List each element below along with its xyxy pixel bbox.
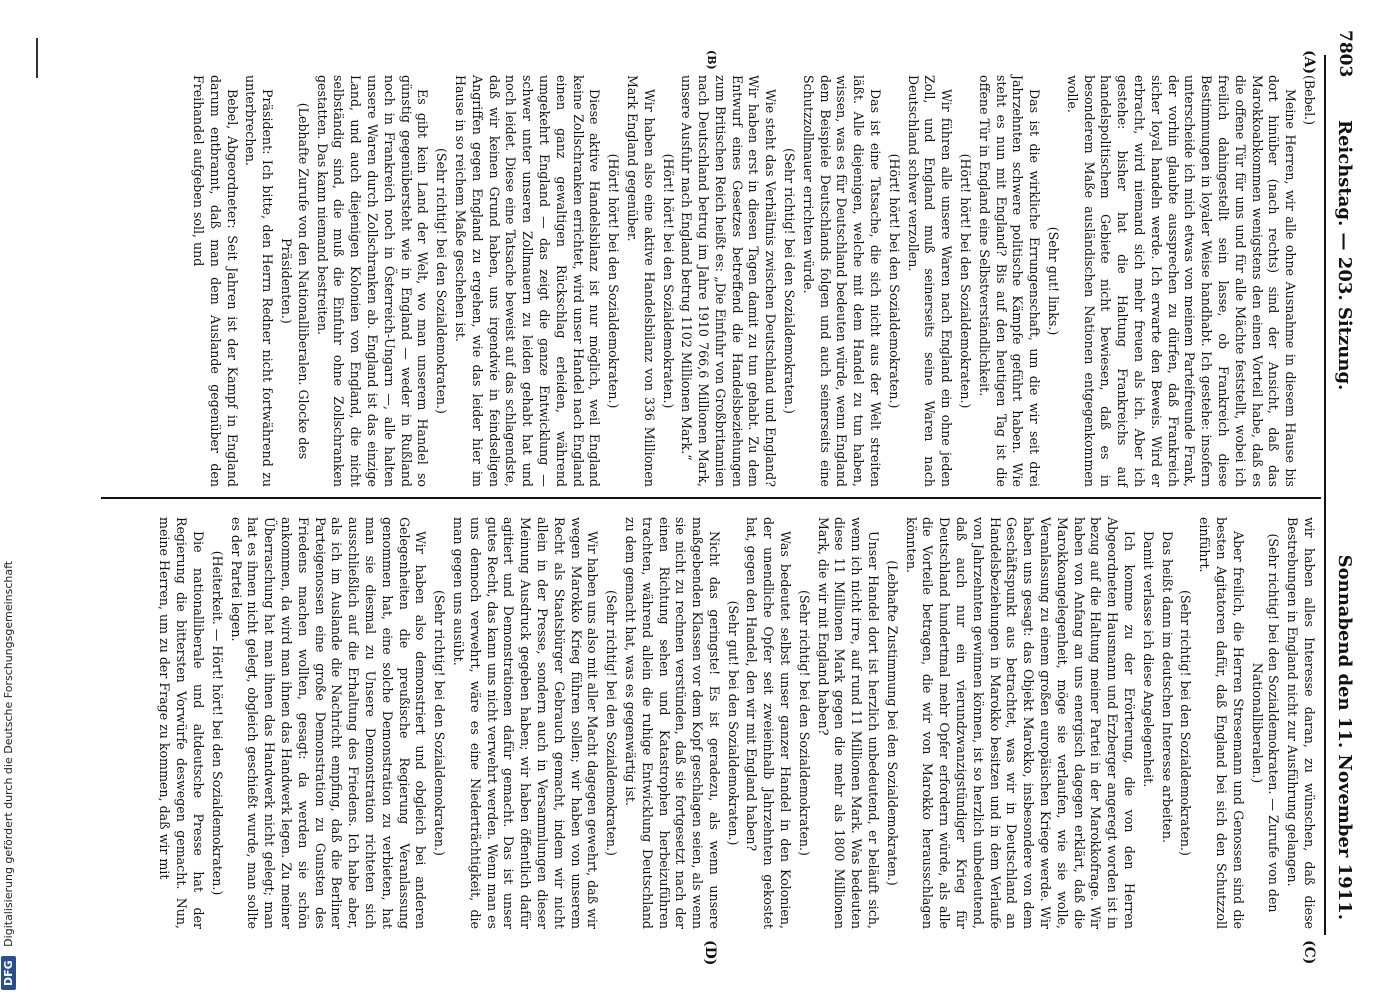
margin-marker-c: (C) xyxy=(1301,940,1317,965)
right-column-paragraph: wir haben alles Interesse daran, zu wünschen, daß diese Bestrebungen in England nicht zur Ausführung gelangen. xyxy=(1285,517,1317,929)
page-header xyxy=(1325,30,1355,920)
right-column-paragraph: Das heißt dann im deutschen Interesse arbeiten. xyxy=(1159,531,1175,843)
left-column-paragraph: Wir haben also eine aktive Handelsbilanz von 336 Millionen Mark England gegenüber. xyxy=(624,75,657,487)
left-column-paragraph: Bebel, Abgeordneter: Seit Jahren ist der Kampf in England darum entbrannt, daß man dem Auslande gegenüber den Freihandel aufgeben soll, und xyxy=(191,75,240,487)
left-column-paragraph: Meine Herren, wir alle ohne Ausnahme in diesem Hause bis dort hinüber (nach rechts) sind der Ansicht, daß das Marokkoabkommen wenigstens den einen Vorteil habe, daß es die offene Tür für uns und für alle Mächte feststellt, wobei ich freilich dahingestellt sein lasse, ob Frankreich diese Bestimmungen in loyaler Weise handhabt. Ich gestehe: insofern unterscheide ich mich etwas von meinem Parteifreunde Frank, der vorhin glaubte aussprechen zu dürfen, daß Frankreich sicher loyal handeln werde. Ich erwarte den Beweis. Wird er erbracht, wird niemand sich mehr freuen als ich. Aber ich gestehe: bisher hat die Haltung Frankreichs auf handelspolitischem Gebiete nicht bewiesen, daß es in besonderem Maße ausländischen Nationen entgegenkommen wolle. xyxy=(1064,75,1299,487)
left-column-paragraph: (Hört! hört! bei den Sozialdemokraten.) xyxy=(958,153,974,409)
left-column-paragraph: Präsident: Ich bitte, den Herrn Redner nicht fortwährend zu unterbrechen. xyxy=(243,75,276,487)
column-divider xyxy=(101,497,1321,499)
margin-marker-b: (B) xyxy=(705,50,718,70)
left-column-paragraph: (Lebhafte Zurufe von den Nationalliberalen. Glocke des Präsidenten.) xyxy=(278,102,311,460)
left-column-paragraph: (Sehr richtig! bei den Sozialdemokraten.) xyxy=(782,148,798,414)
digitization-credit: Digitalisierung gefördert durch die Deutsche Forschungsgemeinschaft xyxy=(2,560,15,947)
left-column-paragraph: (Bebel.) xyxy=(1302,75,1317,126)
right-column-paragraph: Ich komme zu der Erörterung, die von den Herren Abgeordneten Hausmann und Erzberger angeregt worden ist in bezug auf die Haltung meiner Partei in der Marokkofrage. Wir haben von Anfang an uns energisch dagegen erklärt, daß die Marokkoangelegenheit, möge sie verlaufen, wie sie wolle, Veranlassung zu einem großen europäischen Kriege werde. Wir haben uns gesagt: das Objekt Marokko, insbesondere von dem Geschäftspunkt aus betrachtet, was wir in Deutschland an Handelsbeziehungen in Marokko besitzen und in dem Verlaufe von Jahrzehnten gewinnen können, ist so herzlich unbedeutend, daß auch nur ein vierundzwanzigstündiger Krieg für Deutschland hundertmal mehr Opfer erfordern würde, als alle die Vorteile betragen, die wir von Marokko herausschlagen könnten. xyxy=(903,517,1138,929)
right-column-paragraph: Nicht das geringste! Es ist geradezu, als wenn unsere maßgebenden Klassen vor dem Kopf geschlagen seien, als wenn sie nicht zu rechnen verstünden, daß sie fortgesetzt nach der einen Richtung sehen und Katastrophen herbeizuführen trachten, während allein die ruhige Entwicklung Deutschland zu dem gemacht hat, was es gegenwärtig ist. xyxy=(622,517,722,929)
right-column-paragraph: (Sehr richtig! bei den Sozialdemokraten.) xyxy=(1178,590,1194,856)
left-column-paragraph: Wir führen alle unsere Waren nach England ein ohne jeden Zoll, und England muß seinerseits seine Waren nach Deutschland schwer verzollen. xyxy=(905,75,955,487)
dfg-logo: DFG xyxy=(1,956,16,990)
right-column-paragraph: Wir haben also demonstriert und obgleich bei anderen Gelegenheiten die preußische Regierung Veranlassung genommen hat, eine solche Demonstration zu verbieten, hat man sie diesmal zu Unsere Demonstration richteten sich ausschließlich auf die Erhaltung des Friedens. Ich habe aber, als ich im Auslande die Nachricht empfing, daß die Berliner Parteigenossen eine große Demonstration zu Gunsten des Friedens machen wollten, gesagt: da werden sie schön ankommen, da wird man ihnen das Handwerk legen. Zu meiner Überraschung hat man ihnen das Handwerk nicht gelegt; man hat es ihnen nicht gelegt, obgleich geschießt wurde, man sollte es der Partei legen. xyxy=(228,517,429,929)
margin-marker-d: (D) xyxy=(702,940,718,966)
right-column-paragraph: Damit verlasse ich diese Angelegenheit. xyxy=(1140,531,1156,788)
left-column-text xyxy=(187,75,1317,487)
left-column-paragraph: (Sehr richtig! bei den Sozialdemokraten.) xyxy=(434,148,450,414)
right-column-paragraph: Unser Handel dort ist herzlich unbedeutend, er beläuft sich, wenn ich nicht irre, auf rund 11 Millionen Mark. Was bedeuten diese 11 Millionen Mark gegen die mehr als 1800 Millionen Mark, die wir mit England haben? xyxy=(815,517,882,929)
right-column-paragraph: Aber freilich, die Herren Stresemann und Genossen sind die besten Agitatoren dafür, daß England bei sich den Schutzzoll einführt. xyxy=(1197,517,1246,929)
left-column-paragraph: Das ist die wirkliche Errungenschaft, um die wir seit drei Jahrzehnten schwere politische Kämpfe geführt haben. Wie steht es nun mit England? Bis auf den heutigen Tag ist die offene Tür in England eine Selbstverständlichkeit. xyxy=(976,75,1043,487)
right-column-paragraph: (Lebhafte Zustimmung bei den Sozialdemokraten.) xyxy=(884,560,900,886)
page-number: 7803 xyxy=(1335,30,1355,78)
right-column-paragraph: Was bedeutet selbst unser ganzer Handel in den Kolonien, der unendliche Opfer seit zweieinhalb Jahrzehnten gekostet hat, gegen den Handel, den wir mit England haben? xyxy=(744,517,794,929)
left-column-paragraph: (Sehr gut! links.) xyxy=(1046,226,1062,336)
header-date: Sonnabend den 11. November 1911. xyxy=(1334,554,1355,920)
right-column-paragraph: Die nationalliberale und altdeutsche Presse hat der Regierung die bittersten Vorwürfe deswegen gemacht. Nun, meine Herren, um zu der Frage zu kommen, daß wir mit xyxy=(157,517,206,929)
left-column-paragraph: (Hört! hört! bei den Sozialdemokraten.) xyxy=(606,153,622,409)
margin-marker-a: (A) xyxy=(1301,50,1317,75)
left-column-paragraph: Es gibt kein Land der Welt, wo man unserem Handel so günstig gegenübersteht wie in England — weder in Rußland noch in Frankreich noch in Österreich-Ungarn —, alle halten unsere Waren durch Zollschranken ab. England ist das einzige Land, und auch diejenigen Kolonien von England, die nicht selbständig sind, die muß die Einfuhr ohne Zollschranken gestatten. Das kann niemand bestreiten. xyxy=(314,75,431,487)
digitization-footer xyxy=(1,0,15,990)
left-column-paragraph: (Hört! hört! bei den Sozialdemokraten.) xyxy=(660,153,676,409)
left-column-paragraph: Diese aktive Handelsbilanz ist nur möglich, weil England keine Zollschranken errichtet, wird unser Handel nach England einen ganz gewaltigen Rückschlag erleiden, während umgekehrt England — das zeigt die ganze Entwicklung — schwer unter unseren Zollmauern zu leiden gehabt hat und noch leidet. Diese eine Tatsache beweist auf das schlagendste, daß wir keinen Grund haben, uns irgendwie in feindseligen Angriffen gegen England zu ergehen, wie das leider hier im Hause in so reichem Maße geschehen ist. xyxy=(452,75,603,487)
right-column-paragraph: (Sehr gut! bei den Sozialdemokraten.) xyxy=(725,600,741,846)
right-column-paragraph: (Sehr richtig! bei den Sozialdemokraten.) xyxy=(432,590,448,856)
right-column-text xyxy=(154,517,1317,929)
right-column-paragraph: (Sehr richtig! bei den Sozialdemokraten. — Zurufe von den Nationalliberalen.) xyxy=(1249,533,1282,913)
scan-edge-mark xyxy=(36,38,38,78)
left-column-paragraph: Wie steht das Verhältnis zwischen Deutschland und England? Wir haben erst in diesen Tagen damit zu tun gehabt. Zu dem Entwurf eines Gesetzes betreffend die Handelsbeziehungen zum Britischen Reich heißt es: „Die Einfuhr von Großbritannien nach Deutschland betrug im Jahre 1910 766,6 Millionen Mark, unsere Ausfuhr nach England betrug 1102 Millionen Mark.“ xyxy=(679,75,779,487)
right-column-paragraph: (Sehr richtig! bei den Sozialdemokraten.) xyxy=(796,590,812,856)
left-column-paragraph: (Hört! hört! bei den Sozialdemokraten.) xyxy=(886,153,902,409)
header-rule xyxy=(1324,55,1326,935)
header-session-title: Reichstag. — 203. Sitzung. xyxy=(1334,120,1355,391)
right-column-paragraph: (Sehr richtig! bei den Sozialdemokraten.) xyxy=(604,590,620,856)
right-column-paragraph: Wir haben uns also mit aller Macht dagegen gewehrt, daß wir wegen Marokko Krieg führen sollen; wir haben von unserem Recht als Staatsbürger Gebrauch gemacht, indem wir nicht allein in der Presse, sondern auch in Versammlungen dieser Meinung Ausdruck gegeben haben; wir haben öffentlich dafür agitiert und Demonstrationen dafür gemacht. Das ist unser gutes Recht, das kann uns nicht verwehrt werden. Wenn man es uns dennoch verwehrt, wäre es eine Niederträchtigkeit, die man gegen uns ausübt. xyxy=(450,517,601,929)
left-column-paragraph: Das ist eine Tatsache, die sich nicht aus der Welt streiten läßt. Alle diejenigen, welche mit dem Handel zu tun haben, wissen, was es für Deutschland bedeuten würde, wenn England dem Beispiele Deutschlands folgen und auch seinerseits eine Schutzzollmauer errichten würde. xyxy=(800,75,884,487)
right-column-paragraph: (Heiterkeit. — Hört! hört! bei den Sozialdemokraten.) xyxy=(209,550,225,896)
